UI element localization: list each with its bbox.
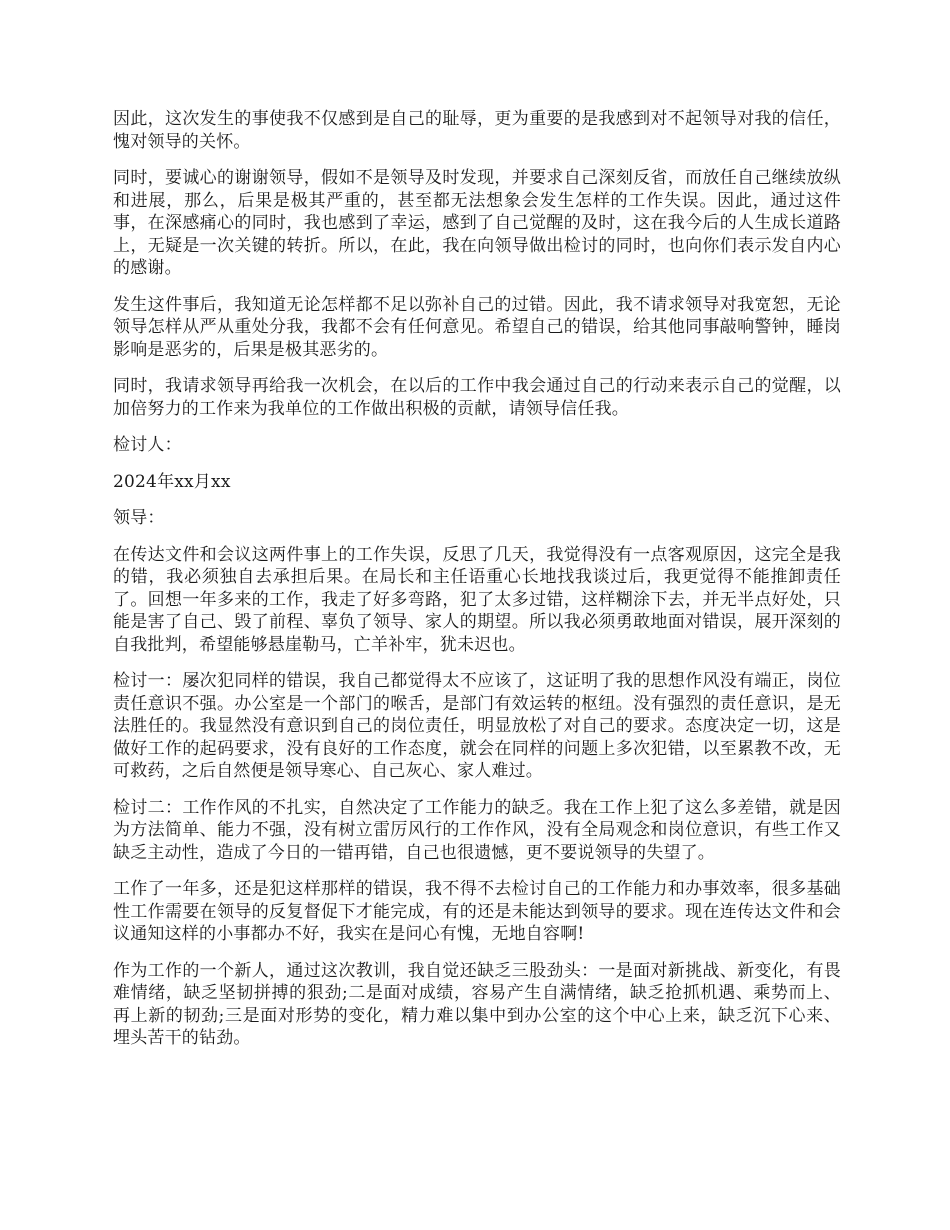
- paragraph-reflection: 在传达文件和会议这两件事上的工作失误，反思了几天，我觉得没有一点客观原因，这完全是我的错，我必须独自去承担后果。在局长和主任语重心长地找我谈过后，我更觉得不能推卸责任了。回想一年多来的工作，我走了好多弯路，犯了太多过错，这样糊涂下去，并无半点好处，只能是害了自己、毁了前程、辜负了领导、家人的期望。所以我必须勇敢地面对错误，展开深刻的自我批判，希望能够悬崖勒马，亡羊补牢，犹未迟也。: [113, 544, 841, 655]
- paragraph-three-shortcomings: 作为工作的一个新人，通过这次教训，我自觉还缺乏三股劲头：一是面对新挑战、新变化，有畏难情绪，缺乏坚韧拼搏的狠劲;二是面对成绩，容易产生自满情绪，缺乏抢抓机遇、乘势而上、再上新的韧劲;三是面对形势的变化，精力难以集中到办公室的这个中心上来，缺乏沉下心来、埋头苦干的钻劲。: [113, 960, 841, 1048]
- date-line: 2024年xx月xx: [113, 471, 231, 492]
- paragraph-review-two: 检讨二：工作作风的不扎实，自然决定了工作能力的缺乏。我在工作上犯了这么多差错，就是因为方法简单、能力不强，没有树立雷厉风行的工作作风，没有全局观念和岗位意识，有些工作又缺乏主动性，造成了今日的一错再错，自己也很遗憾，更不要说领导的失望了。: [113, 797, 841, 863]
- paragraph-work-efficiency: 工作了一年多，还是犯这样那样的错误，我不得不去检讨自己的工作能力和办事效率，很多基础性工作需要在领导的反复督促下才能完成，有的还是未能达到领导的要求。现在连传达文件和会议通知这样的小事都办不好，我实在是问心有愧，无地自容啊!: [113, 879, 841, 944]
- paragraph-request-chance: 同时，我请求领导再给我一次机会，在以后的工作中我会通过自己的行动来表示自己的觉醒，以加倍努力的工作来为我单位的工作做出积极的贡献，请领导信任我。: [113, 376, 841, 419]
- paragraph-review-one: 检讨一：屡次犯同样的错误，我自己都觉得太不应该了，这证明了我的思想作风没有端正，岗位责任意识不强。办公室是一个部门的喉舌，是部门有效运转的枢纽。没有强烈的责任意识，是无法胜任的。我显然没有意识到自己的岗位责任，明显放松了对自己的要求。态度决定一切，这是做好工作的起码要求，没有良好的工作态度，就会在同样的问题上多次犯错，以至累教不改，无可救药，之后自然便是领导寒心、自己灰心、家人难过。: [113, 671, 841, 781]
- paragraph-thanks-leader: 同时，要诚心的谢谢领导，假如不是领导及时发现，并要求自己深刻反省，而放任自己继续放纵和进展，那么，后果是极其严重的，甚至都无法想象会发生怎样的工作失误。因此，通过这件事，在深感痛心的同时，我也感到了幸运，感到了自己觉醒的及时，这在我今后的人生成长道路上，无疑是一次关键的转折。所以，在此，我在向领导做出检讨的同时，也向你们表示发自内心的感谢。: [113, 168, 841, 278]
- paragraph-gratitude-shame: 因此，这次发生的事使我不仅感到是自己的耻辱，更为重要的是我感到对不起领导对我的信任，愧对领导的关怀。: [113, 109, 841, 152]
- salutation: 领导：: [113, 508, 165, 528]
- signature-label: 检讨人：: [113, 435, 182, 455]
- document-body: [113, 108, 841, 1064]
- paragraph-accept-punishment: 发生这件事后，我知道无论怎样都不足以弥补自己的过错。因此，我不请求领导对我宽恕，无论领导怎样从严从重处分我，我都不会有任何意见。希望自己的错误，给其他同事敲响警钟，睡岗影响是恶劣的，后果是极其恶劣的。: [113, 294, 841, 360]
